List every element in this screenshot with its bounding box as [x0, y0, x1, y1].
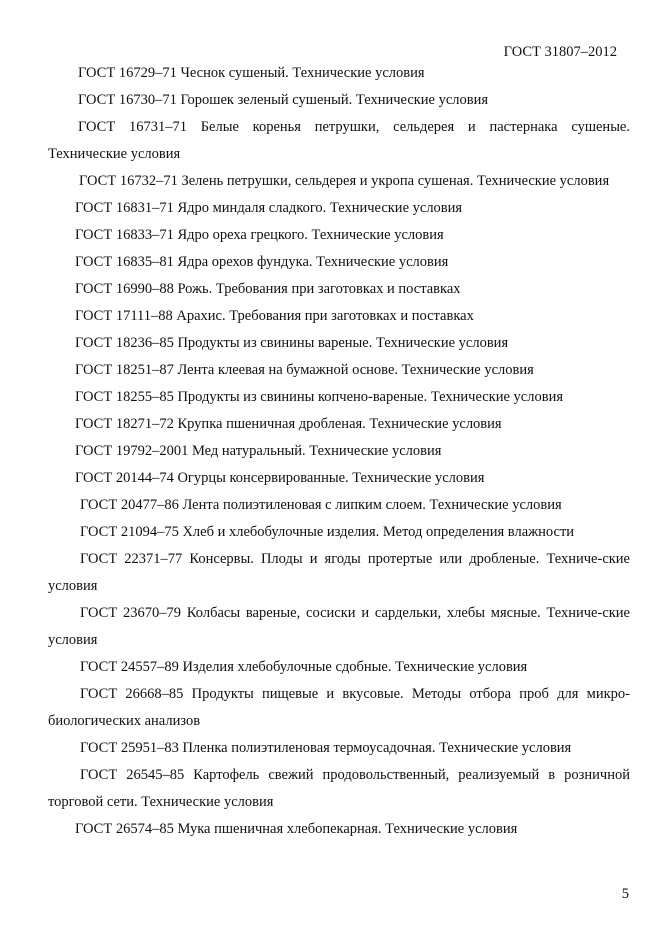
- references-list: [48, 60, 630, 843]
- reference-entry: ГОСТ 16729–71 Чеснок сушеный. Технические условия: [78, 65, 425, 81]
- reference-entry: ГОСТ 26668–85 Продукты пищевые и вкусовые. Методы отбора проб для микро-биологических анализов: [48, 686, 630, 729]
- reference-entry: ГОСТ 25951–83 Пленка полиэтиленовая термоусадочная. Технические условия: [80, 740, 572, 756]
- reference-entry: ГОСТ 20477–86 Лента полиэтиленовая с липким слоем. Технические условия: [80, 497, 562, 513]
- reference-entry: ГОСТ 18271–72 Крупка пшеничная дробленая. Технические условия: [75, 416, 502, 432]
- reference-entry: ГОСТ 16831–71 Ядро миндаля сладкого. Технические условия: [75, 200, 463, 216]
- page-number: 5: [621, 886, 629, 902]
- reference-entry: ГОСТ 18255–85 Продукты из свинины копчено-вареные. Технические условия: [75, 389, 563, 405]
- reference-entry: ГОСТ 23670–79 Колбасы вареные, сосиски и сардельки, хлебы мясные. Техниче-ские условия: [48, 605, 630, 648]
- reference-entry: ГОСТ 26574–85 Мука пшеничная хлебопекарная. Технические условия: [75, 821, 518, 837]
- reference-entry: ГОСТ 24557–89 Изделия хлебобулочные сдобные. Технические условия: [80, 659, 528, 675]
- reference-entry: ГОСТ 16833–71 Ядро ореха грецкого. Технические условия: [75, 227, 444, 243]
- reference-entry: ГОСТ 22371–77 Консервы. Плоды и ягоды протертые или дробленые. Техниче-ские условия: [48, 551, 630, 594]
- reference-entry: ГОСТ 19792–2001 Мед натуральный. Технические условия: [75, 443, 442, 459]
- reference-entry: ГОСТ 17111–88 Арахис. Требования при заготовках и поставках: [75, 308, 474, 324]
- reference-entry: ГОСТ 16732–71 Зелень петрушки, сельдерея и укропа сушеная. Технические условия: [79, 173, 610, 189]
- reference-entry: ГОСТ 18251–87 Лента клеевая на бумажной основе. Технические условия: [75, 362, 534, 378]
- reference-entry: ГОСТ 18236–85 Продукты из свинины вареные. Технические условия: [75, 335, 509, 351]
- reference-entry: ГОСТ 26545–85 Картофель свежий продовольственный, реализуемый в розничной торговой сети. Технические условия: [48, 767, 630, 810]
- document-code-header: ГОСТ 31807–2012: [503, 44, 617, 60]
- reference-entry: ГОСТ 16990–88 Рожь. Требования при заготовках и поставках: [75, 281, 461, 297]
- reference-entry: ГОСТ 16731–71 Белые коренья петрушки, сельдерея и пастернака сушеные. Технические условия: [48, 119, 630, 162]
- reference-entry: ГОСТ 21094–75 Хлеб и хлебобулочные изделия. Метод определения влажности: [80, 524, 575, 540]
- reference-entry: ГОСТ 16730–71 Горошек зеленый сушеный. Технические условия: [78, 92, 489, 108]
- reference-entry: ГОСТ 16835–81 Ядра орехов фундука. Технические условия: [75, 254, 449, 270]
- reference-entry: ГОСТ 20144–74 Огурцы консервированные. Технические условия: [75, 470, 485, 486]
